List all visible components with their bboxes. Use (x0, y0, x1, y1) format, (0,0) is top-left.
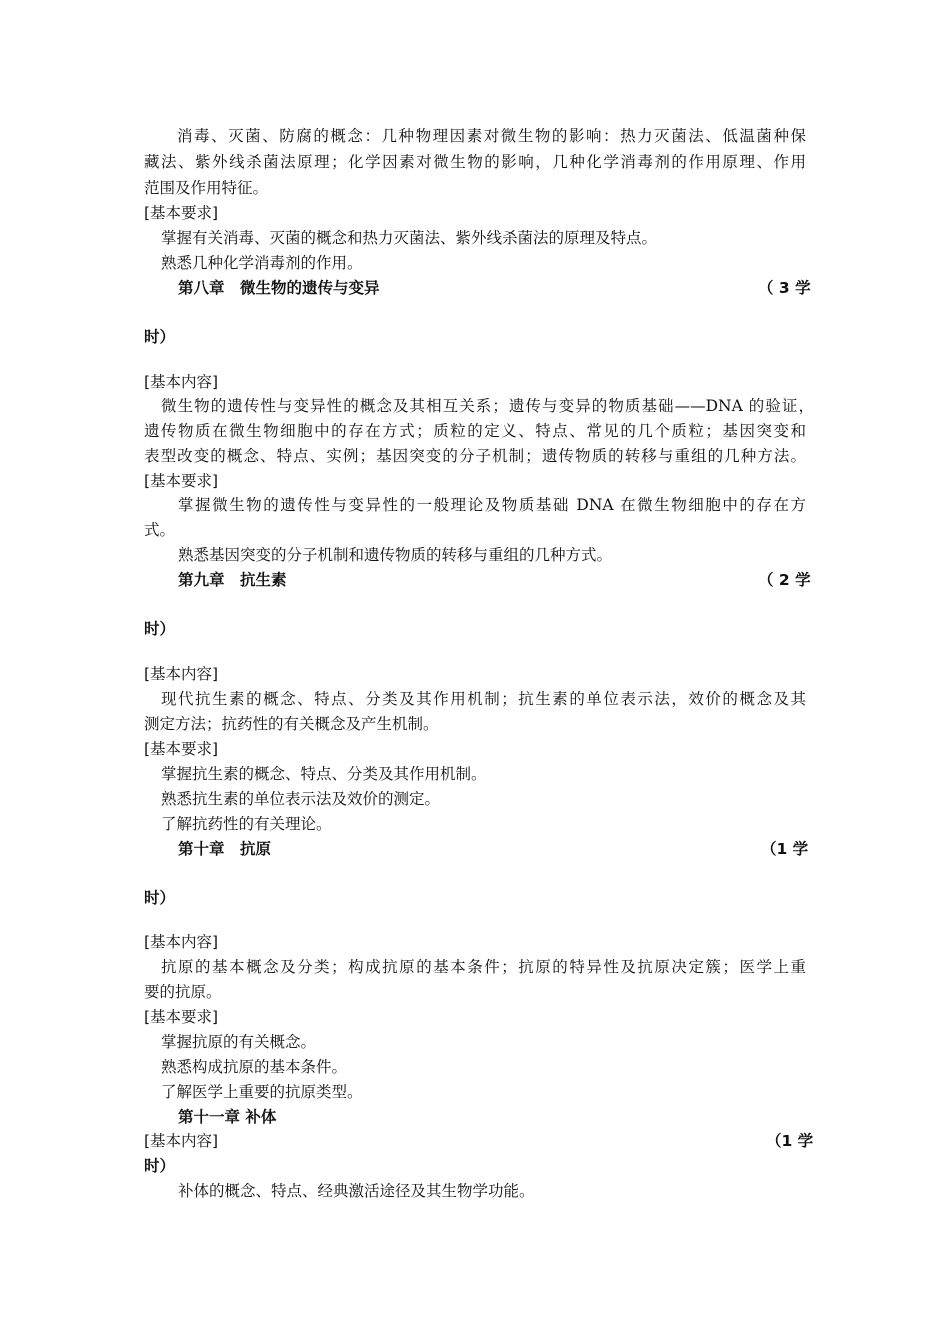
ch9-requirement-1: 掌握抗生素的概念、特点、分类及其作用机制。 (161, 765, 487, 783)
ch9-hours-part-b: 时） (144, 620, 176, 638)
ch10-hours-part-b: 时） (144, 889, 176, 907)
ch7-requirements-heading: [基本要求] (144, 204, 219, 222)
ch10-requirement-2: 熟悉构成抗原的基本条件。 (161, 1058, 348, 1076)
ch10-requirements-heading: [基本要求] (144, 1008, 219, 1026)
ch7-content-line-2: 藏法、紫外线杀菌法原理；化学因素对微生物的影响，几种化学消毒剂的作用原理、作用 (144, 153, 806, 171)
ch9-requirement-2: 熟悉抗生素的单位表示法及效价的测定。 (161, 790, 441, 808)
ch8-hours-part-b: 时） (144, 328, 176, 346)
ch10-requirement-3: 了解医学上重要的抗原类型。 (161, 1083, 363, 1101)
ch8-content-line-2: 遗传物质在微生物细胞中的存在方式；质粒的定义、特点、常见的几个质粒；基因突变和 (144, 422, 806, 440)
ch8-content-line-3: 表型改变的概念、特点、实例；基因突变的分子机制；遗传物质的转移与重组的几种方法。 (144, 447, 806, 465)
ch9-requirement-3: 了解抗药性的有关理论。 (161, 815, 332, 833)
ch10-content-line-1: 抗原的基本概念及分类；构成抗原的基本条件；抗原的特异性及抗原决定簇；医学上重 (161, 958, 806, 976)
ch10-requirement-1: 掌握抗原的有关概念。 (161, 1033, 317, 1051)
ch10-content-heading: [基本内容] (144, 933, 219, 951)
ch9-hours-part-a: （ 2 学 (758, 571, 811, 589)
ch10-content-line-2: 要的抗原。 (144, 983, 222, 1001)
ch9-content-line-1: 现代抗生素的概念、特点、分类及其作用机制；抗生素的单位表示法，效价的概念及其 (161, 690, 806, 708)
ch8-requirement-1-line-1: 掌握微生物的遗传性与变异性的一般理论及物质基础 DNA 在微生物细胞中的存在方 (178, 496, 806, 514)
ch11-content-heading: [基本内容] (144, 1132, 219, 1150)
ch8-content-line-1: 微生物的遗传性与变异性的概念及其相互关系；遗传与变异的物质基础——DNA 的验证， (161, 397, 814, 415)
ch11-title: 第十一章 补体 (178, 1108, 277, 1126)
ch10-hours-part-a: （1 学 (761, 840, 809, 858)
ch9-content-line-2: 测定方法；抗药性的有关概念及产生机制。 (144, 715, 439, 733)
ch8-requirement-1-line-2: 式。 (144, 521, 176, 539)
ch8-hours-part-a: （ 3 学 (758, 279, 811, 297)
ch8-requirement-2: 熟悉基因突变的分子机制和遗传物质的转移与重组的几种方式。 (178, 546, 613, 564)
ch7-content-line-1: 消毒、灭菌、防腐的概念：几种物理因素对微生物的影响：热力灭菌法、低温菌种保 (177, 127, 806, 145)
ch9-content-heading: [基本内容] (144, 665, 219, 683)
ch7-requirement-2: 熟悉几种化学消毒剂的作用。 (161, 254, 363, 272)
ch8-content-heading: [基本内容] (144, 373, 219, 391)
ch8-requirements-heading: [基本要求] (144, 472, 219, 490)
ch10-title: 第十章 抗原 (178, 840, 272, 858)
ch9-requirements-heading: [基本要求] (144, 740, 219, 758)
ch11-hours-part-a: （1 学 (766, 1132, 814, 1150)
ch7-requirement-1: 掌握有关消毒、灭菌的概念和热力灭菌法、紫外线杀菌法的原理及特点。 (161, 229, 658, 247)
ch11-content-line-1: 补体的概念、特点、经典激活途径及其生物学功能。 (178, 1182, 535, 1200)
ch8-title: 第八章 微生物的遗传与变异 (178, 279, 380, 297)
ch7-content-line-3: 范围及作用特征。 (144, 179, 269, 197)
ch9-title: 第九章 抗生素 (178, 571, 287, 589)
ch11-hours-part-b: 时） (144, 1157, 176, 1175)
